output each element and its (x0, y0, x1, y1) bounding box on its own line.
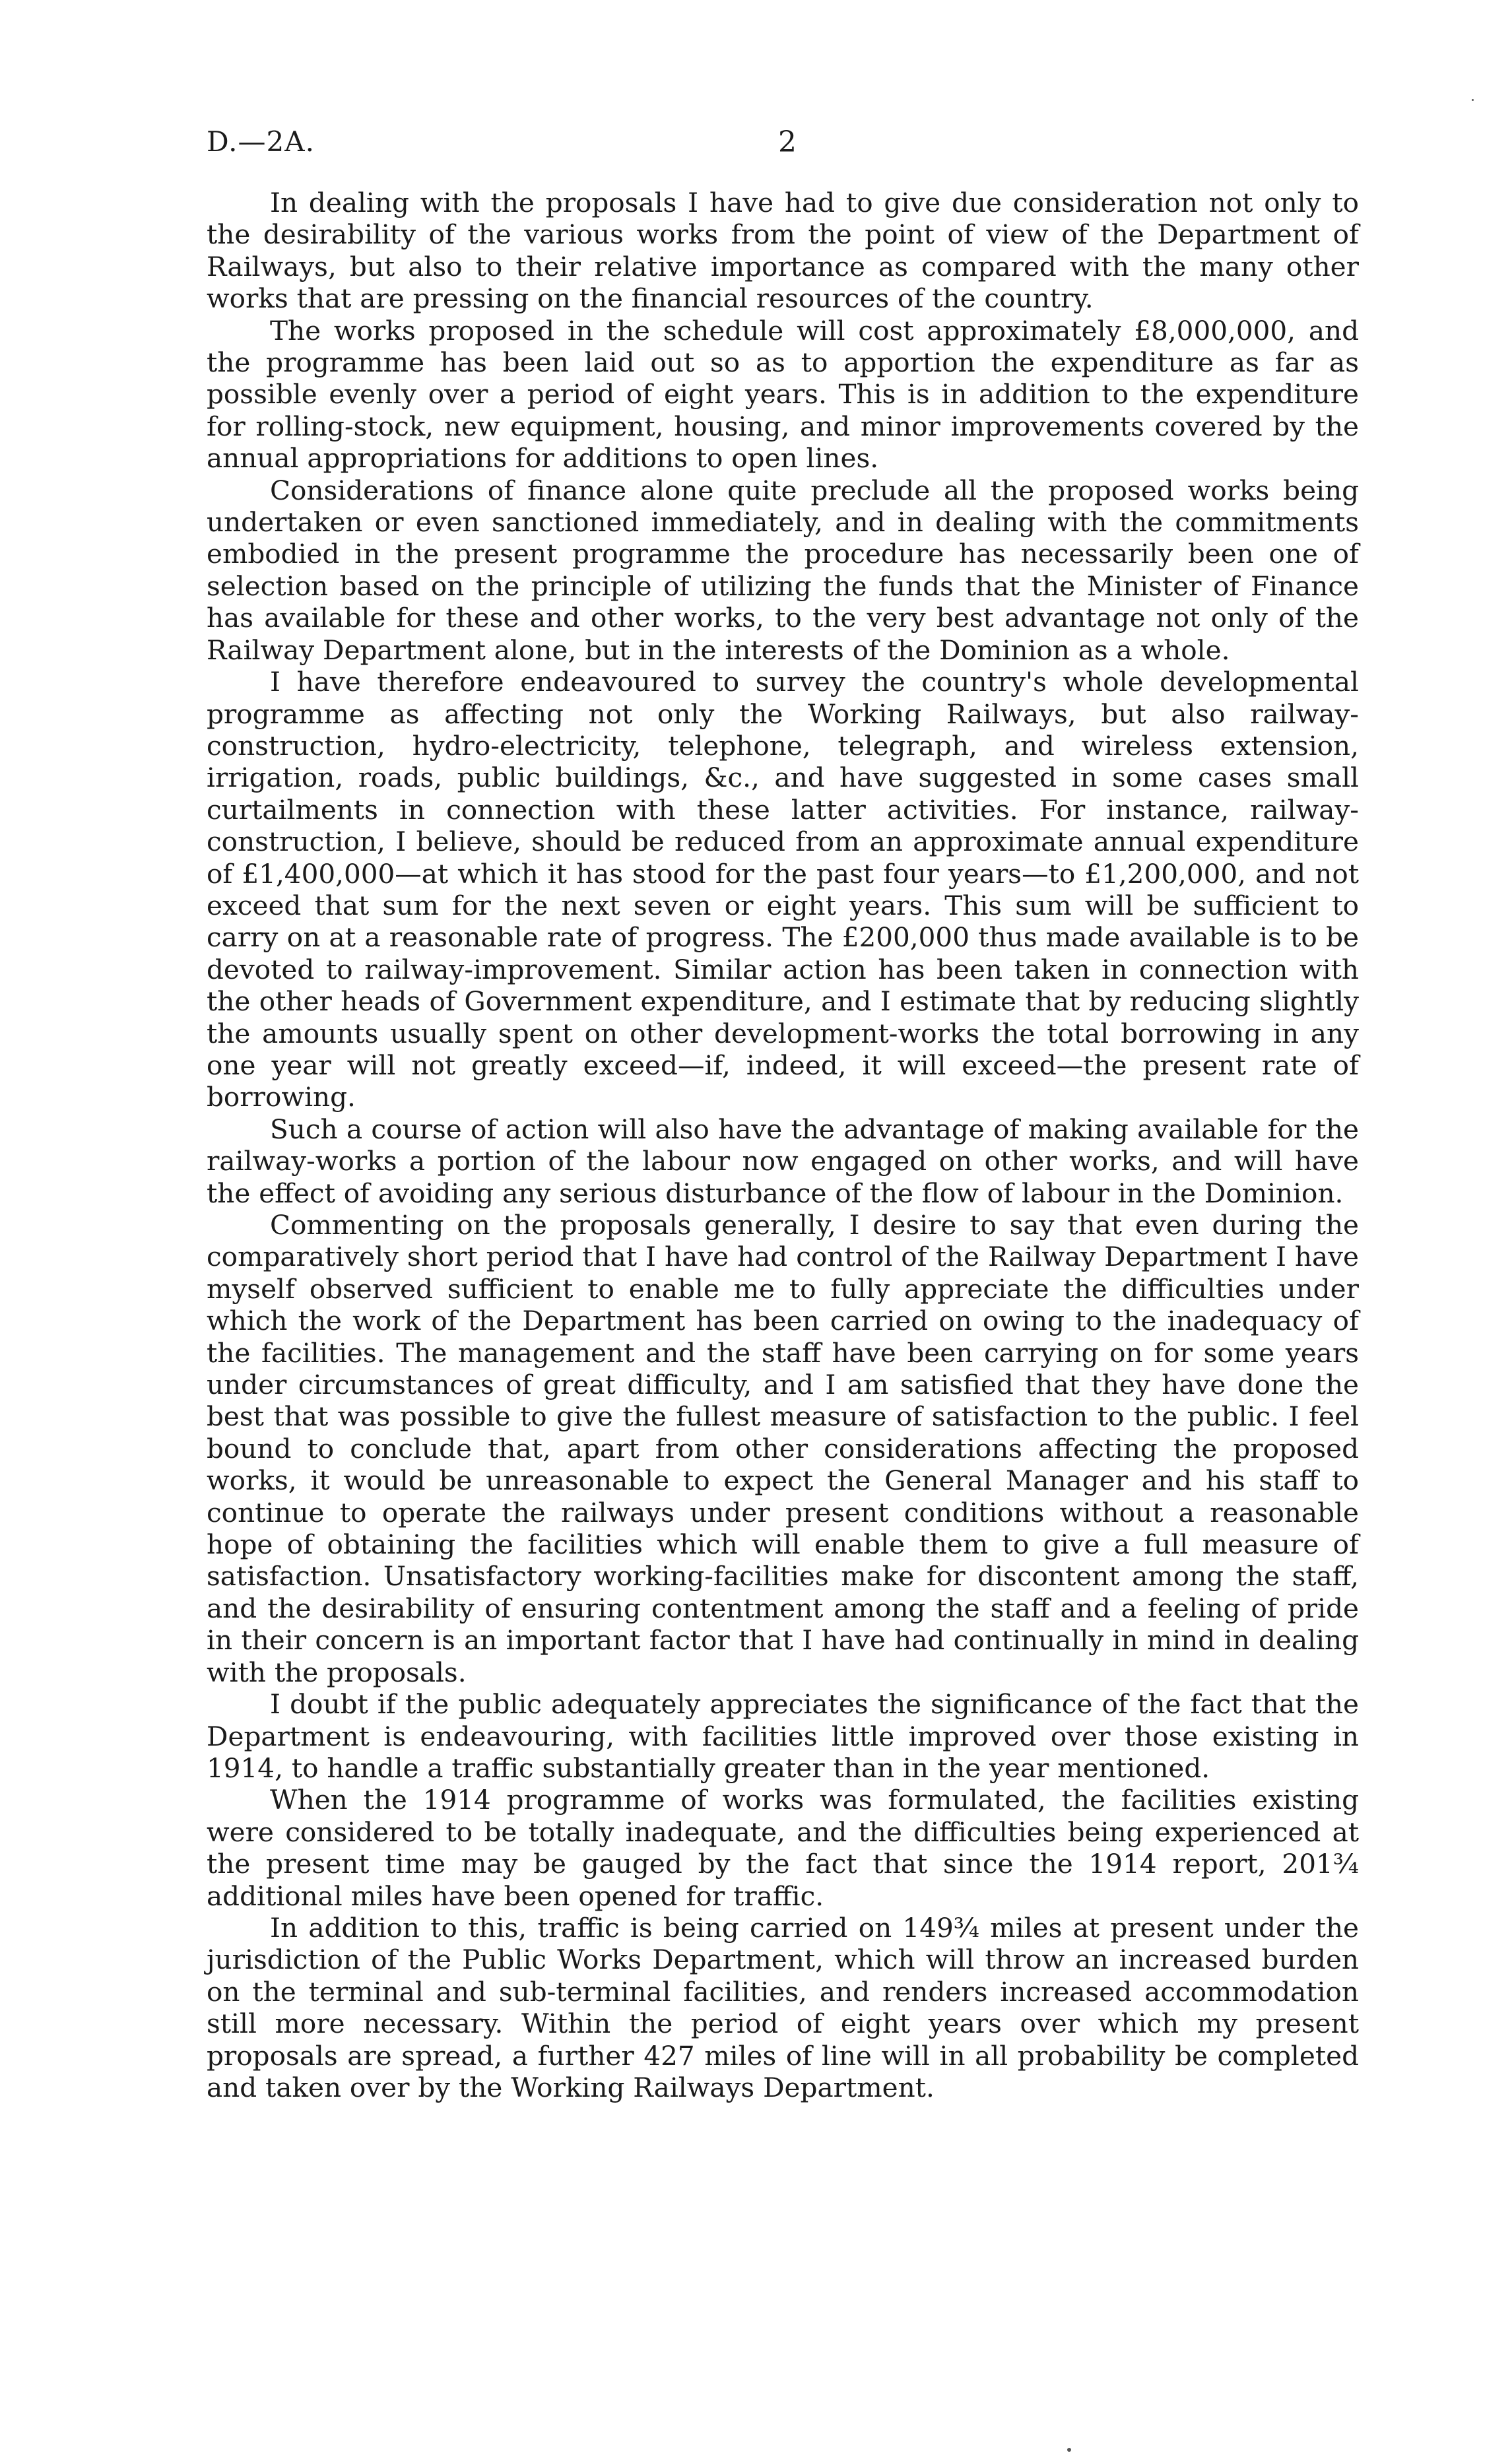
paragraph-labour-availability: Such a course of action will also have the advantage of making available for the railway-works a portion of the labour now engaged on other works, and will have the effect of avoiding any serious disturbance of the flow of labour in the Dominion. (207, 1113, 1359, 1209)
paragraph-general-comments: Commenting on the proposals generally, I desire to say that even during the comparatively short period that I have had control of the Railway Department I have myself observed sufficient to enable me to fully appreciate the difficulties under which the work of the Department has been carried on owing to the inadequacy of the facilities. The management and the staff have been carrying on for some years under circumstances of great difficulty, and I am satisfied that they have done the best that was possible to give the fullest measure of satisfaction to the public. I feel bound to conclude that, apart from other considerations affecting the proposed works, it would be unreasonable to expect the General Manager and his staff to continue to operate the railways under present conditions without a reasonable hope of obtaining the facilities which will enable them to give a full measure of satisfaction. Unsatisfactory working-facilities make for discontent among the staff, and the desirability of ensuring contentment among the staff and a feeling of pride in their concern is an important factor that I have had continually in mind in dealing with the proposals. (207, 1209, 1359, 1688)
paragraph-proposals-consideration: In dealing with the proposals I have had to give due consideration not only to the desirability of the various works from the point of view of the Department of Railways, but also to their relative importance as compared with the many other works that are pressing on the financial resources of the country. (207, 187, 1359, 315)
body-text (207, 187, 1359, 2103)
scan-speck (1067, 2448, 1071, 2452)
paragraph-1914-programme: When the 1914 programme of works was formulated, the facilities existing were considered to be totally inadequate, and the difficulties being experienced at the present time may be gauged by the fact that since the 1914 report, 201¾ additional miles have been opened for traffic. (207, 1784, 1359, 1912)
paragraph-works-cost: The works proposed in the schedule will cost approximately £8,000,000, and the programme has been laid out so as to apportion the expenditure as far as possible evenly over a period of eight years. This is in addition to the expenditure for rolling-stock, new equipment, housing, and minor improvements covered by the annual appropriations for additions to open lines. (207, 314, 1359, 475)
paragraph-additional-traffic: In addition to this, traffic is being carried on 149¾ miles at present under the jurisdiction of the Public Works Department, which will throw an increased burden on the terminal and sub-terminal facilities, and renders increased accommodation still more necessary. Within the period of eight years over which my present proposals are spread, a further 427 miles of line will in all probability be completed and taken over by the Working Railways Department. (207, 1911, 1359, 2103)
paragraph-public-appreciation: I doubt if the public adequately appreciates the significance of the fact that the Department is endeavouring, with facilities little improved over those existing in 1914, to handle a traffic substantially greater than in the year mentioned. (207, 1688, 1359, 1784)
page-number: 2 (778, 125, 797, 159)
paragraph-developmental-programme: I have therefore endeavoured to survey the country's whole developmental programme as affecting not only the Working Railways, but also railway-construction, hydro-electricity, telephone, telegraph, and wireless extension, irrigation, roads, public buildings, &c., and have suggested in some cases small curtailments in connection with these latter activities. For instance, railway-construction, I believe, should be reduced from an approximate annual expenditure of £1,400,000—at which it has stood for the past four years—to £1,200,000, and not exceed that sum for the next seven or eight years. This sum will be sufficient to carry on at a reasonable rate of progress. The £200,000 thus made available is to be devoted to railway-improvement. Similar action has been taken in connection with the other heads of Government expenditure, and I estimate that by reducing slightly the amounts usually spent on other development-works the total borrowing in any one year will not greatly exceed—if, indeed, it will exceed—the present rate of borrowing. (207, 666, 1359, 1113)
page-header (207, 125, 1359, 165)
paragraph-finance-considerations: Considerations of finance alone quite preclude all the proposed works being undertaken or even sanctioned immediately, and in dealing with the commitments embodied in the present programme the procedure has necessarily been one of selection based on the principle of utilizing the funds that the Minister of Finance has available for these and other works, to the very best advantage not only of the Railway Department alone, but in the interests of the Dominion as a whole. (207, 474, 1359, 666)
document-reference: D.—2A. (207, 125, 315, 158)
scan-speck (1472, 99, 1474, 101)
